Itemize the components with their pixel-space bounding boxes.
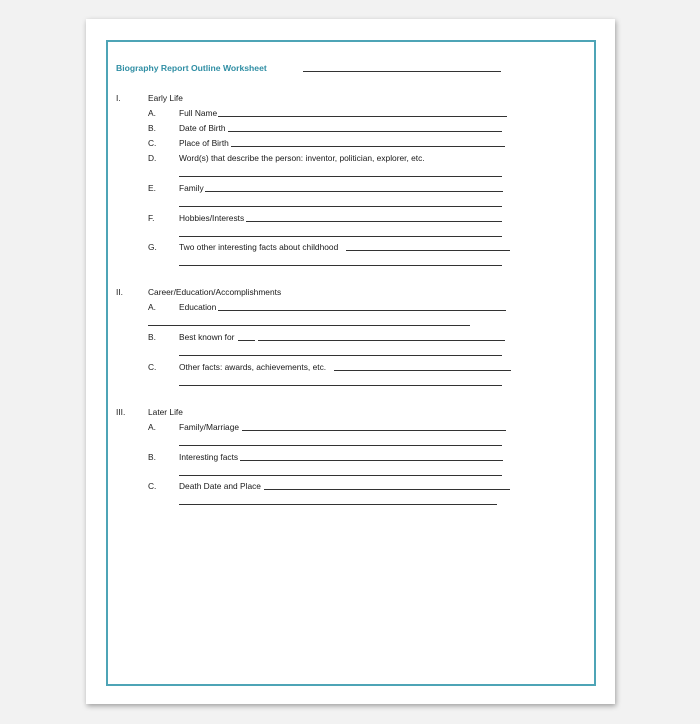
item-label-hobbies: Hobbies/Interests — [179, 213, 245, 223]
answer-line-education-2[interactable] — [148, 325, 470, 326]
section-numeral: III. — [116, 407, 126, 417]
answer-line-describe-person[interactable] — [179, 176, 502, 177]
answer-line-childhood-facts-2[interactable] — [179, 265, 502, 266]
item-label-other-facts: Other facts: awards, achievements, etc. — [179, 362, 327, 372]
item-letter: D. — [148, 153, 157, 163]
item-letter: E. — [148, 183, 156, 193]
section-numeral: II. — [116, 287, 123, 297]
item-label-family: Family — [179, 183, 204, 193]
item-letter: G. — [148, 242, 157, 252]
section-heading-early-life: Early Life — [148, 93, 183, 103]
item-label-death-date-place: Death Date and Place — [179, 481, 261, 491]
answer-line-date-of-birth[interactable] — [228, 131, 502, 132]
answer-line-best-known-for[interactable] — [258, 340, 505, 341]
item-letter: F. — [148, 213, 155, 223]
item-label-interesting-facts: Interesting facts — [179, 452, 239, 462]
answer-line-family-2[interactable] — [179, 206, 502, 207]
item-label-full-name: Full Name — [179, 108, 218, 118]
section-heading-career: Career/Education/Accomplishments — [148, 287, 282, 297]
answer-line-interesting-facts[interactable] — [240, 460, 503, 461]
item-letter: B. — [148, 123, 156, 133]
answer-line-education[interactable] — [218, 310, 506, 311]
item-label-date-of-birth: Date of Birth — [179, 123, 226, 133]
item-label-describe-person: Word(s) that describe the person: inventor, politician, explorer, etc. — [179, 153, 425, 163]
answer-line-best-known-short[interactable] — [238, 340, 255, 341]
item-label-childhood-facts: Two other interesting facts about childhood — [179, 242, 339, 252]
answer-line-place-of-birth[interactable] — [231, 146, 505, 147]
answer-line-hobbies[interactable] — [246, 221, 502, 222]
item-label-place-of-birth: Place of Birth — [179, 138, 229, 148]
item-label-best-known-for: Best known for — [179, 332, 235, 342]
answer-line-other-facts-2[interactable] — [179, 385, 502, 386]
item-letter: C. — [148, 138, 157, 148]
title-blank-line[interactable] — [303, 71, 501, 72]
answer-line-family[interactable] — [205, 191, 503, 192]
answer-line-death-date-place-2[interactable] — [179, 504, 497, 505]
answer-line-family-marriage[interactable] — [242, 430, 506, 431]
section-heading-later-life: Later Life — [148, 407, 183, 417]
answer-line-death-date-place[interactable] — [264, 489, 510, 490]
item-letter: B. — [148, 452, 156, 462]
item-letter: A. — [148, 422, 156, 432]
answer-line-childhood-facts[interactable] — [346, 250, 510, 251]
answer-line-interesting-facts-2[interactable] — [179, 475, 502, 476]
answer-line-full-name[interactable] — [218, 116, 507, 117]
section-numeral: I. — [116, 93, 121, 103]
item-label-family-marriage: Family/Marriage — [179, 422, 240, 432]
worksheet-page — [86, 19, 615, 704]
item-label-education: Education — [179, 302, 217, 312]
worksheet-title: Biography Report Outline Worksheet — [116, 63, 267, 73]
answer-line-hobbies-2[interactable] — [179, 236, 502, 237]
answer-line-family-marriage-2[interactable] — [179, 445, 502, 446]
answer-line-other-facts[interactable] — [334, 370, 511, 371]
item-letter: A. — [148, 108, 156, 118]
item-letter: A. — [148, 302, 156, 312]
answer-line-best-known-for-2[interactable] — [179, 355, 502, 356]
item-letter: C. — [148, 481, 157, 491]
item-letter: B. — [148, 332, 156, 342]
item-letter: C. — [148, 362, 157, 372]
